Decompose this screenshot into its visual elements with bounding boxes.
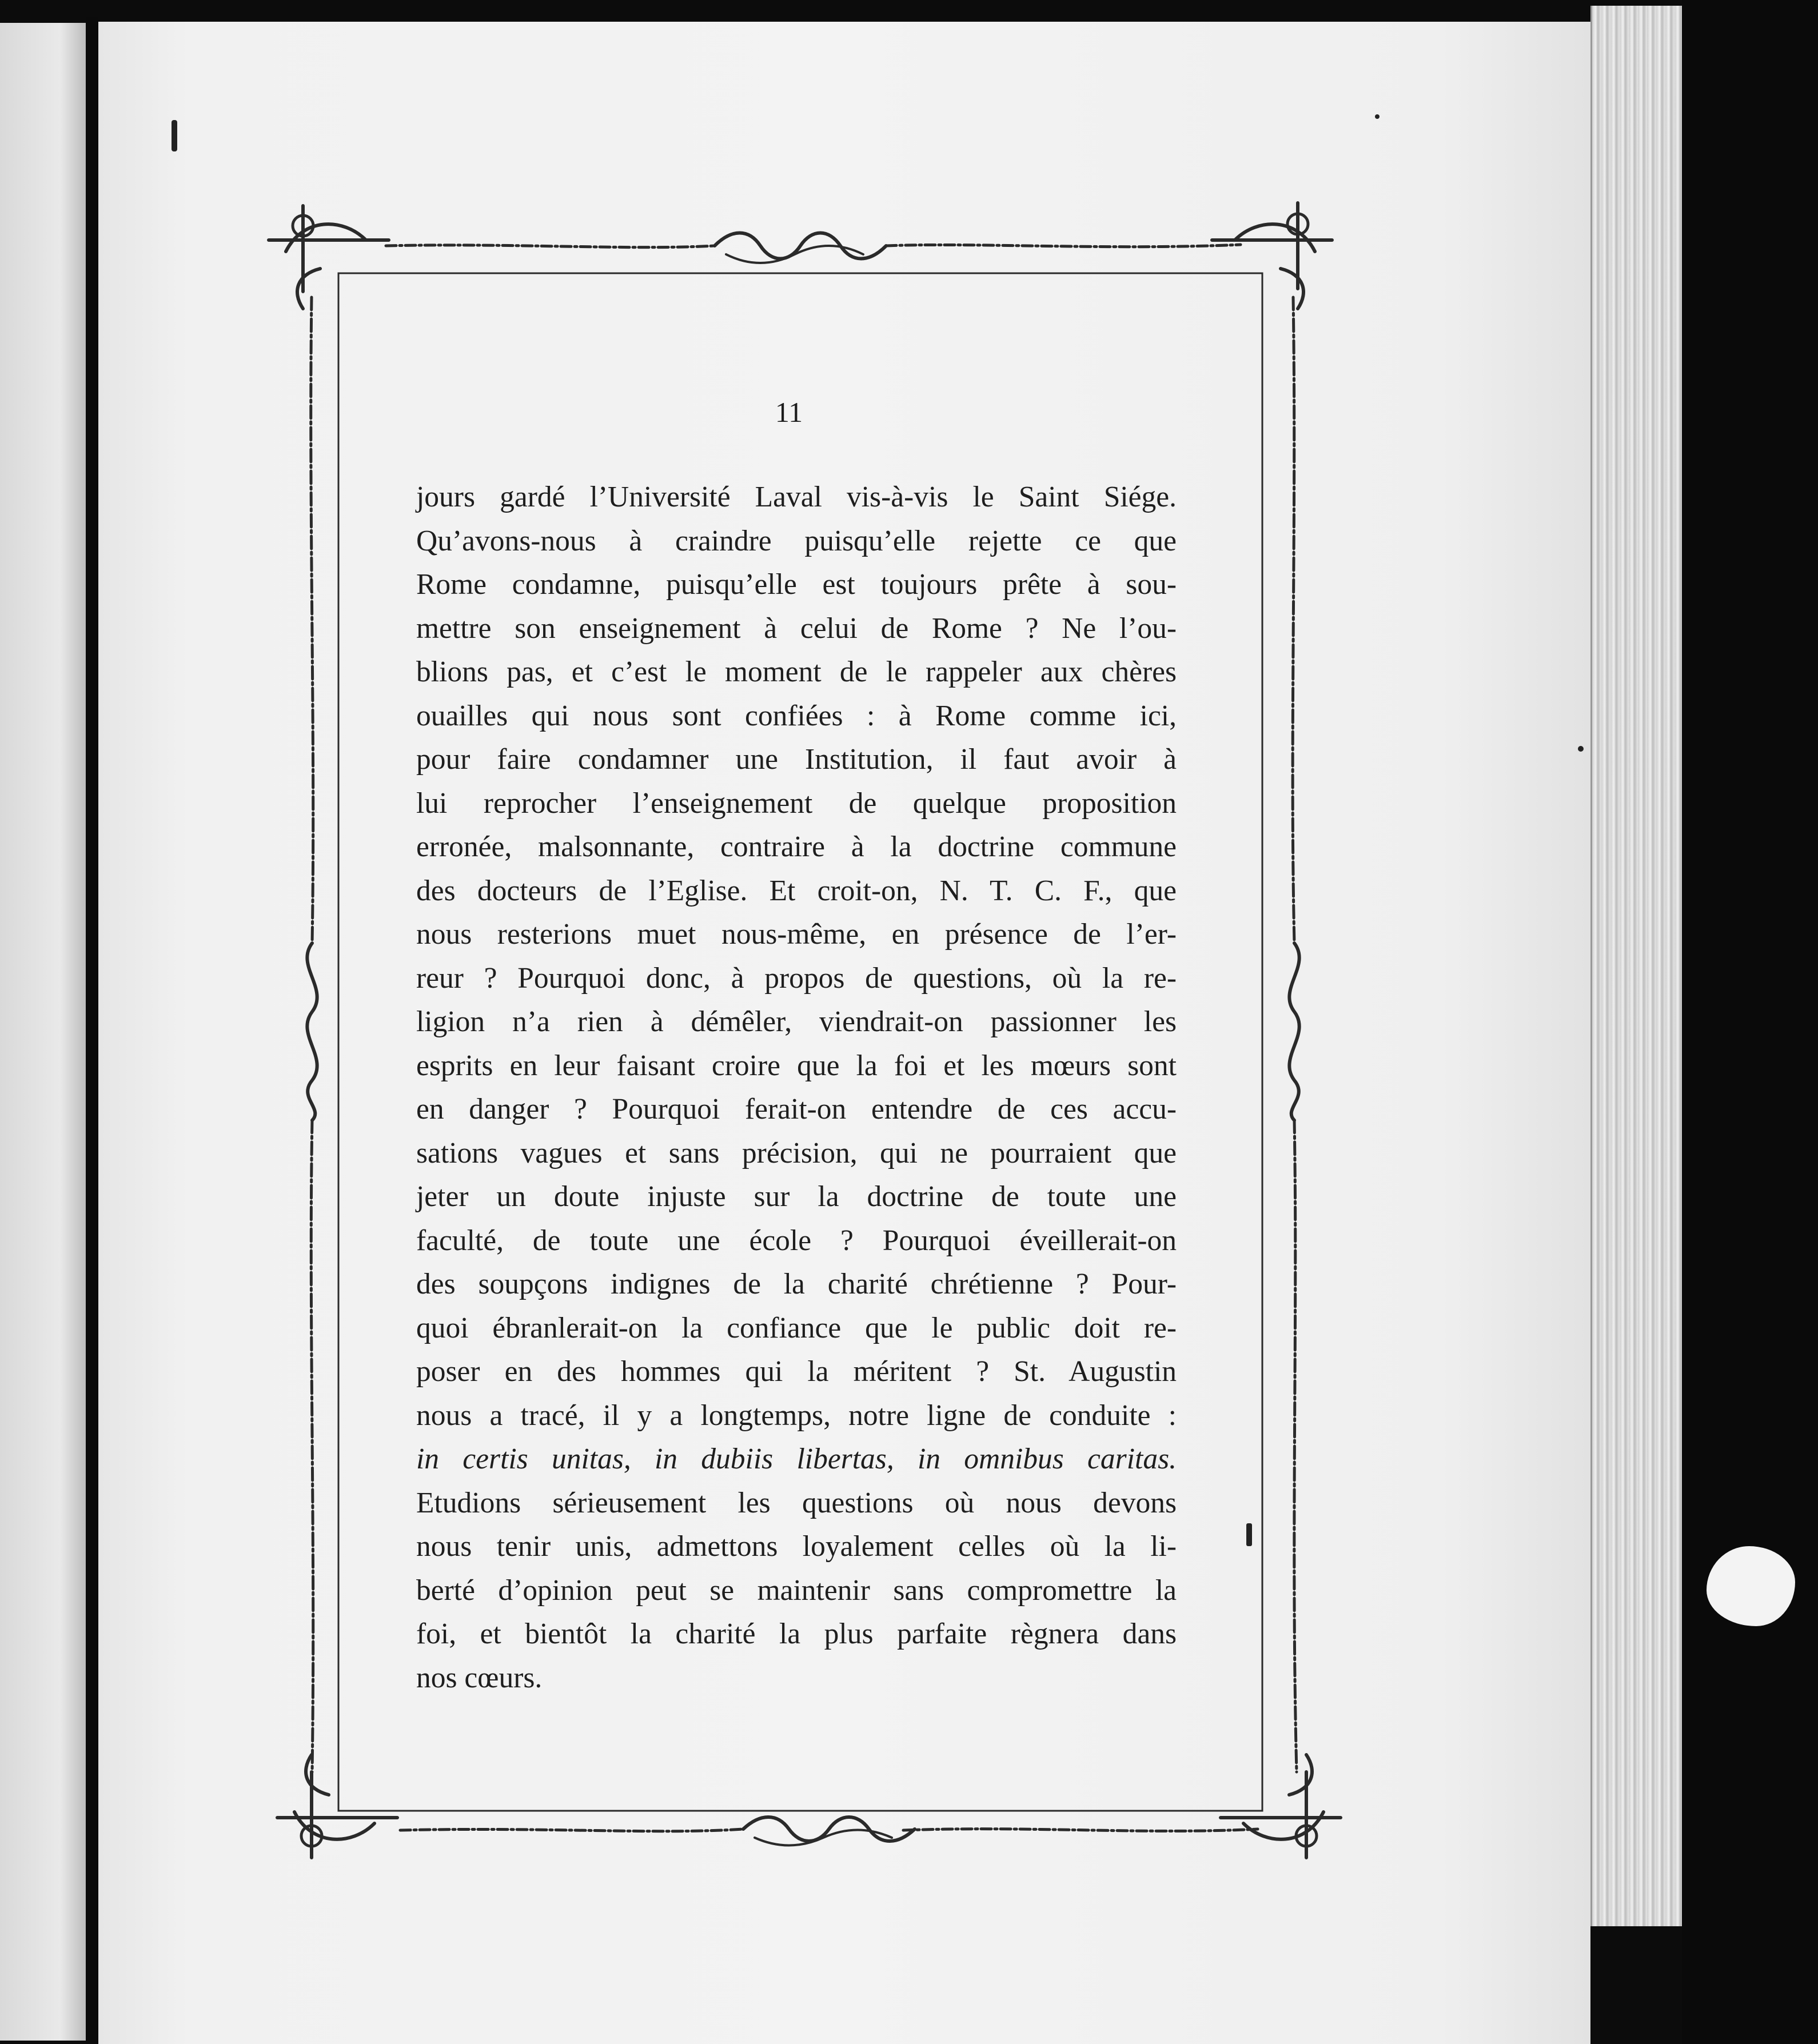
text-line: mettre son enseignement à celui de Rome ? Ne l’ou- — [416, 612, 1177, 645]
text-line: Qu’avons-nous à craindre puisqu’elle rejette ce que — [416, 524, 1177, 557]
text-line: ligion n’a rien à démêler, viendrait-on passionner les — [416, 1005, 1177, 1038]
text-line: in certis unitas, in dubiis libertas, in omnibus caritas. — [416, 1443, 1177, 1475]
text-line: berté d’opinion peut se maintenir sans compromettre la — [416, 1574, 1177, 1607]
text-line: nos cœurs. — [416, 1661, 543, 1694]
text-line: foi, et bientôt la charité la plus parfaite règnera dans — [416, 1618, 1177, 1650]
body-text — [416, 476, 1177, 1700]
text-line: nous resterions muet nous-même, en présence de l’er- — [416, 918, 1177, 951]
text-line: reur ? Pourquoi donc, à propos de questions, où la re- — [416, 961, 1177, 995]
text-line: ouailles qui nous sont confiées : à Rome comme ici, — [416, 699, 1177, 732]
text-line: sations vagues et sans précision, qui ne pourraient que — [416, 1136, 1177, 1169]
text-line: pour faire condamner une Institution, il faut avoir à — [416, 743, 1177, 776]
text-line: Rome condamne, puisqu’elle est toujours prête à sou- — [416, 568, 1177, 601]
text-line: faculté, de toute une école ? Pourquoi éveillerait-on — [416, 1224, 1177, 1257]
text-line: en danger ? Pourquoi ferait-on entendre de ces accu- — [416, 1093, 1177, 1125]
text-line: lui reprocher l’enseignement de quelque proposition — [416, 787, 1177, 820]
text-line: des soupçons indignes de la charité chrétienne ? Pour- — [416, 1268, 1177, 1300]
text-line: poser en des hommes qui la méritent ? St. Augustin — [416, 1355, 1177, 1388]
text-line: jeter un doute injuste sur la doctrine de toute une — [416, 1180, 1177, 1213]
text-line: blions pas, et c’est le moment de le rappeler aux chères — [416, 656, 1177, 688]
text-line: nous tenir unis, admettons loyalement celles où la li- — [416, 1530, 1177, 1563]
text-line: des docteurs de l’Eglise. Et croit-on, N. T. C. F., que — [416, 874, 1177, 907]
scan-speck — [1246, 1523, 1252, 1546]
page-number: 11 — [775, 396, 803, 428]
scan-speck — [1578, 746, 1584, 752]
scan-speck — [1375, 114, 1380, 119]
text-line: nous a tracé, il y a longtemps, notre ligne de conduite : — [416, 1399, 1177, 1432]
scan-speck — [172, 120, 177, 151]
text-line: quoi ébranlerait-on la confiance que le public doit re- — [416, 1311, 1177, 1344]
text-line: jours gardé l’Université Laval vis-à-vis le Saint Siége. — [416, 481, 1177, 513]
text-line: Etudions sérieusement les questions où nous devons — [416, 1486, 1177, 1519]
text-line: esprits en leur faisant croire que la foi et les mœurs sont — [416, 1049, 1177, 1082]
text-line: erronée, malsonnante, contraire à la doctrine commune — [416, 831, 1177, 863]
